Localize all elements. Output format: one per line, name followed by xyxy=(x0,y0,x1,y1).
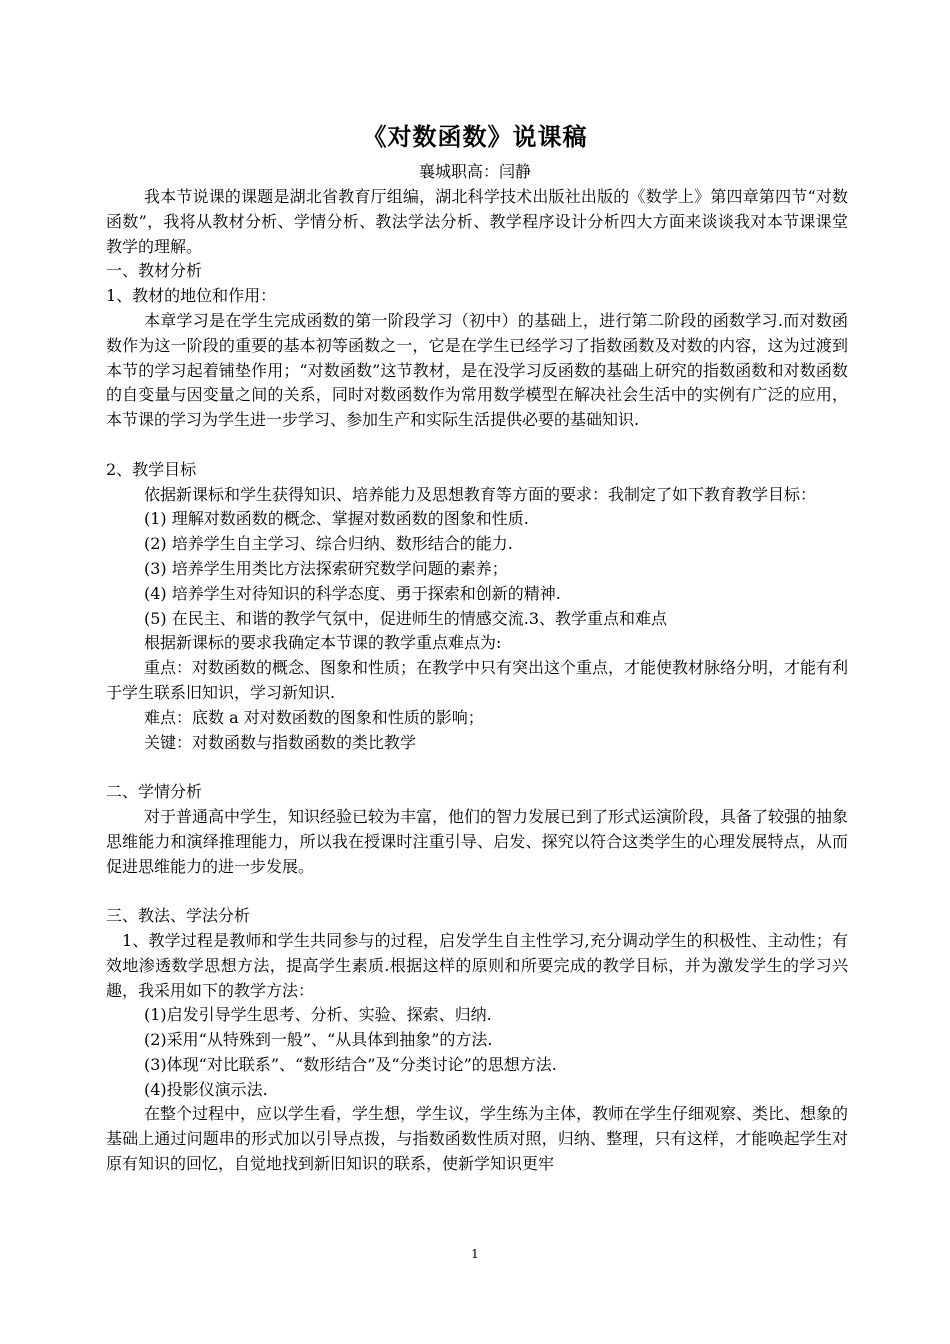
goal-item: (1) 理解对数函数的概念、掌握对数函数的图象和性质. xyxy=(144,509,529,529)
section-3-heading: 三、教法、学法分析 xyxy=(106,906,251,926)
subsection-1-paragraph: 本章学习是在学生完成函数的第一阶段学习（初中）的基础上，进行第二阶段的函数学习.而对数函数作为这一阶段的重要的基本初等函数之一，它是在学生已经学习了指数函数及对数的内容，这为过渡到本节的学习起着铺垫作用；“对数函数”这节教材，是在没学习反函数的基础上研究的指数函数和对数函数的自变量与因变量之间的关系，同时对数函数作为常用数学模型在解决社会生活中的实例有广泛的应用，本节课的学习为学生进一步学习、参加生产和实际生活提供必要的基础知识. xyxy=(106,310,848,430)
intro-paragraph: 我本节说课的课题是湖北省教育厅组编，湖北科学技术出版社出版的《数学上》第四章第四节“对数函数”，我将从教材分析、学情分析、教法学法分析、教学程序设计分析四大方面来谈谈我对本节课课堂教学的理解。 xyxy=(106,187,848,256)
subsection-1-heading: 1、教材的地位和作用： xyxy=(106,286,277,306)
goal-item: (4) 培养学生对待知识的科学态度、勇于探索和创新的精神. xyxy=(144,583,561,603)
blank-line xyxy=(106,879,848,904)
blank-line xyxy=(106,433,848,458)
key-point-paragraph: 重点：对数函数的概念、图象和性质；在教学中只有突出这个重点，才能使教材脉络分明，才能有利于学生联系旧知识，学习新知识. xyxy=(106,658,849,702)
subsection-2-paragraph: 依据新课标和学生获得知识、培养能力及思想教育等方面的要求：我制定了如下教育教学目标： xyxy=(144,484,817,504)
page-number: 1 xyxy=(471,1247,479,1261)
method-item: (3)体现“对比联系”、“数形结合”及“分类讨论”的思想方法. xyxy=(144,1054,557,1074)
method-item: (2)采用“从特殊到一般”、“从具体到抽象”的方法. xyxy=(144,1030,493,1050)
subsection-2-heading: 2、教学目标 xyxy=(106,459,197,479)
goal-item: (3) 培养学生用类比方法探索研究数学问题的素养； xyxy=(144,558,508,578)
blank-line xyxy=(106,755,848,780)
section-1-heading: 一、教材分析 xyxy=(106,261,203,281)
crux-line: 关键：对数函数与指数函数的类比教学 xyxy=(144,732,417,752)
author-line: 襄城职高：闫静 xyxy=(418,162,531,181)
goal-item: (5) 在民主、和谐的教学气氛中，促进师生的情感交流.3、教学重点和难点 xyxy=(144,608,668,628)
section-2-paragraph: 对于普通高中学生，知识经验已较为丰富，他们的智力发展已到了形式运演阶段，具备了较强的抽象思维能力和演绎推理能力，所以我在授课时注重引导、启发、探究以符合这类学生的心理发展特点，从而促进思维能力的进一步发展。 xyxy=(106,806,849,876)
section-3-closing-paragraph: 在整个过程中，应以学生看，学生想，学生议，学生练为主体，教师在学生仔细观察、类比、想象的基础上通过问题串的形式加以引导点拨，与指数函数性质对照，归纳、整理，只有这样，才能唤起学生对原有知识的回忆，自觉地找到新旧知识的联系，使新学知识更牢 xyxy=(106,1104,849,1174)
difficulty-line: 难点：底数 a 对对数函数的图象和性质的影响； xyxy=(144,707,484,727)
section-3-paragraph: 1、教学过程是教师和学生共同参与的过程，启发学生自主性学习,充分调动学生的积极性、主动性；有效地渗透数学思想方法，提高学生素质.根据这样的原则和所要完成的教学目标，并为激发学生的学习兴趣，我采用如下的教学方法： xyxy=(106,930,848,1000)
goal-item: (2) 培养学生自主学习、综合归纳、数形结合的能力. xyxy=(144,534,513,554)
section-2-heading: 二、学情分析 xyxy=(106,782,203,802)
key-points-intro: 根据新课标的要求我确定本节课的教学重点难点为: xyxy=(144,633,502,653)
document-title: 《对数函数》说课稿 xyxy=(362,122,588,151)
method-item: (4)投影仪演示法. xyxy=(144,1079,268,1099)
method-item: (1)启发引导学生思考、分析、实验、探索、归纳. xyxy=(144,1005,492,1025)
document-body xyxy=(106,185,848,1177)
